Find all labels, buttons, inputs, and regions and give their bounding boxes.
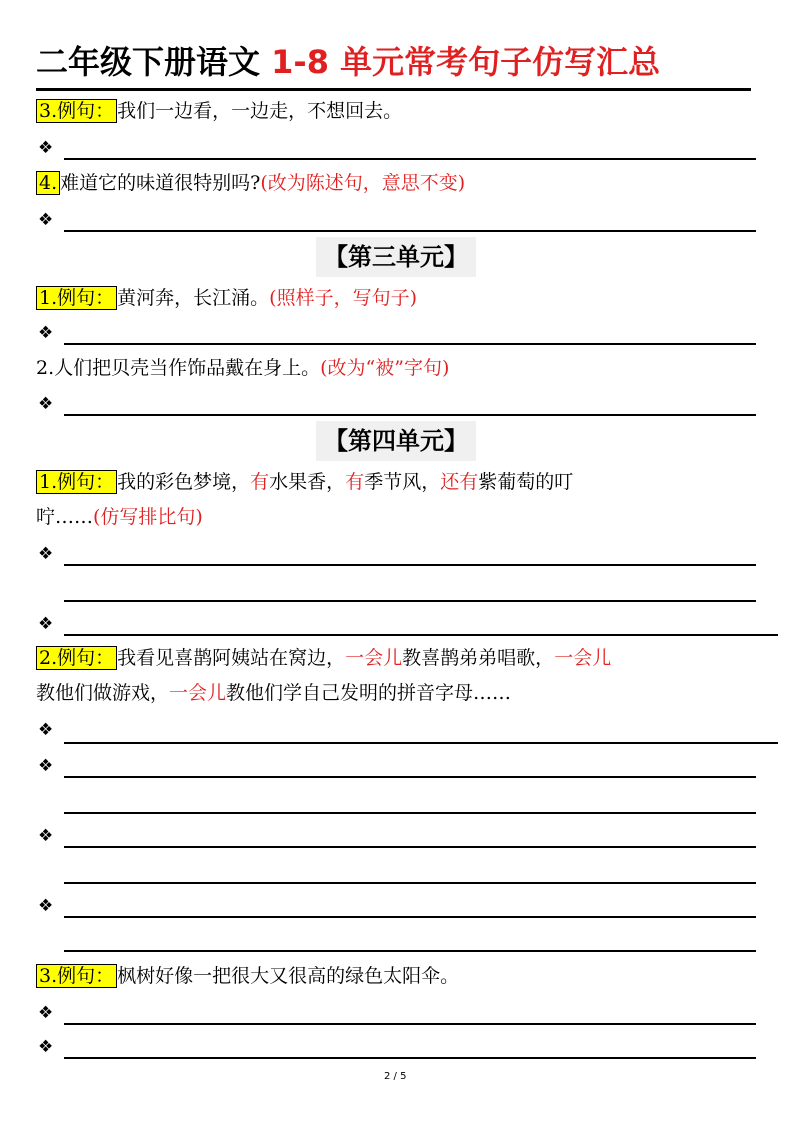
diamond-bullet-icon: ❖ <box>38 323 54 343</box>
diamond-bullet-icon: ❖ <box>38 1003 54 1023</box>
answer-line <box>64 600 756 602</box>
answer-line <box>64 882 756 884</box>
example-sentence-4-1: 1.例句： 我的彩色梦境，有水果香，有季节风，还有紫葡萄的叮 <box>36 469 573 495</box>
answer-line <box>64 812 756 814</box>
answer-line <box>64 230 756 232</box>
example-sentence-3-1: 1.例句： 黄河奔，长江涌。(照样子，写句子) <box>36 285 417 311</box>
question-3-2: 2.人们把贝壳当作饰品戴在身上。(改为“被”字句) <box>36 357 450 379</box>
diamond-bullet-icon: ❖ <box>38 614 54 634</box>
page-title: 二年级下册语文 1-8 单元常考句子仿写汇总 <box>36 43 661 81</box>
question-number-label: 4. <box>36 171 60 195</box>
answer-line <box>64 634 778 636</box>
answer-line <box>64 1057 756 1059</box>
diamond-bullet-icon: ❖ <box>38 394 54 414</box>
answer-line <box>64 950 756 952</box>
example-sentence-4-2-continued: 教他们做游戏，一会儿教他们学自己发明的拼音字母…… <box>36 682 512 704</box>
section-heading-unit-3: 【第三单元】 <box>316 237 476 277</box>
answer-line <box>64 742 778 744</box>
answer-line <box>64 414 756 416</box>
question-2-4: 4. 难道它的味道很特别吗?(改为陈述句，意思不变) <box>36 170 465 196</box>
example-label: 2.例句： <box>36 646 117 670</box>
example-label: 3.例句： <box>36 964 117 988</box>
answer-line <box>64 158 756 160</box>
answer-line <box>64 564 756 566</box>
title-underline <box>36 88 751 91</box>
diamond-bullet-icon: ❖ <box>38 544 54 564</box>
example-label: 3.例句： <box>36 99 117 123</box>
answer-line <box>64 1023 756 1025</box>
diamond-bullet-icon: ❖ <box>38 896 54 916</box>
page-title-highlight: 1-8 单元常考句子仿写汇总 <box>271 43 661 81</box>
answer-line <box>64 776 756 778</box>
page-number: 2 / 5 <box>384 1071 407 1082</box>
diamond-bullet-icon: ❖ <box>38 720 54 740</box>
example-sentence-2-3: 3.例句： 我们一边看，一边走，不想回去。 <box>36 98 402 124</box>
diamond-bullet-icon: ❖ <box>38 756 54 776</box>
diamond-bullet-icon: ❖ <box>38 1037 54 1057</box>
example-label: 1.例句： <box>36 286 117 310</box>
answer-line <box>64 916 756 918</box>
example-sentence-4-1-continued: 咛……(仿写排比句) <box>36 506 203 528</box>
instruction-text: (仿写排比句) <box>93 506 203 528</box>
answer-line <box>64 846 756 848</box>
diamond-bullet-icon: ❖ <box>38 138 54 158</box>
instruction-text: (改为陈述句，意思不变) <box>260 172 466 194</box>
instruction-text: (照样子，写句子) <box>269 287 417 309</box>
instruction-text: (改为“被”字句) <box>320 357 450 379</box>
example-sentence-4-2: 2.例句： 我看见喜鹊阿姨站在窝边，一会儿教喜鹊弟弟唱歌，一会儿 <box>36 645 611 671</box>
diamond-bullet-icon: ❖ <box>38 210 54 230</box>
example-sentence-4-3: 3.例句： 枫树好像一把很大又很高的绿色太阳伞。 <box>36 963 459 989</box>
diamond-bullet-icon: ❖ <box>38 826 54 846</box>
example-label: 1.例句： <box>36 470 117 494</box>
answer-line <box>64 343 756 345</box>
section-heading-unit-4: 【第四单元】 <box>316 421 476 461</box>
